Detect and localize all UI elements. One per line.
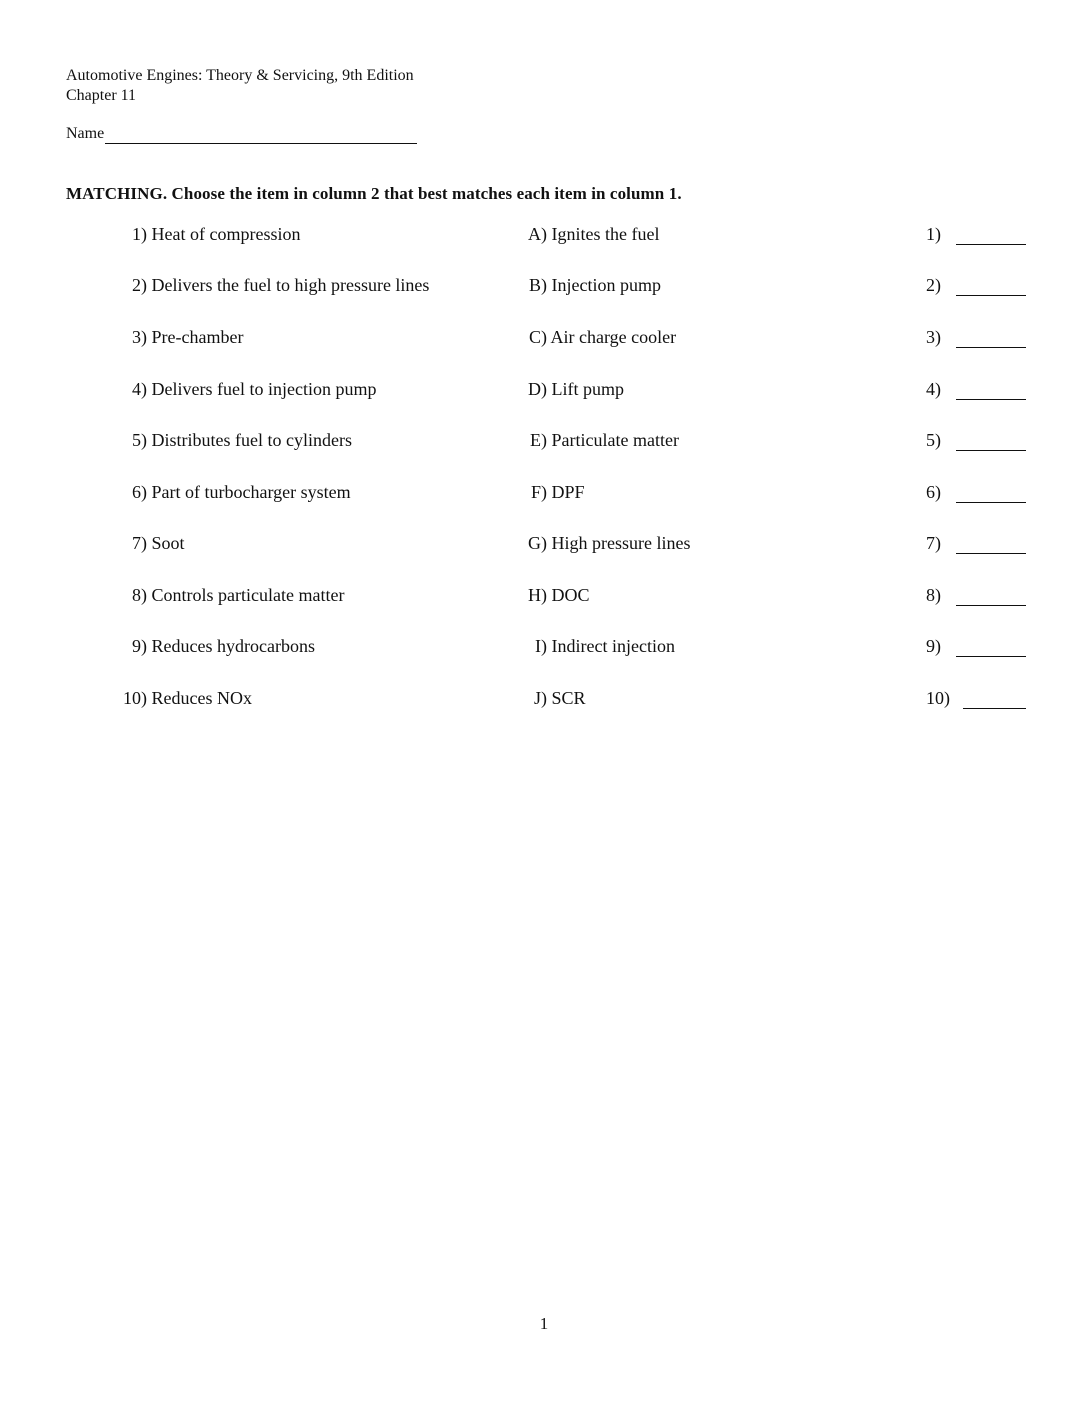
term [118, 633, 498, 659]
match-row-4 [0, 376, 1088, 402]
choice-letter: E) [530, 430, 547, 450]
answer [926, 582, 1026, 608]
term-number: 3) [132, 327, 147, 347]
term-text: Delivers fuel to injection pump [151, 379, 377, 399]
choice-text: Indirect injection [551, 636, 675, 656]
answer [926, 427, 1026, 453]
answer [926, 530, 1026, 556]
answer [926, 272, 1026, 298]
choice [512, 633, 912, 659]
match-row-7 [0, 530, 1088, 556]
term-number: 5) [132, 430, 147, 450]
term-number: 2) [132, 275, 147, 295]
term-number: 6) [132, 482, 147, 502]
answer-label: 8) [926, 585, 941, 605]
name-label: Name [66, 125, 105, 142]
answer-label: 6) [926, 482, 941, 502]
choice-text: Ignites the fuel [551, 224, 660, 244]
answer-label: 5) [926, 430, 941, 450]
term-number: 1) [132, 224, 147, 244]
choice [512, 685, 912, 711]
choice [512, 221, 912, 247]
answer-blank[interactable] [956, 295, 1026, 296]
term [118, 221, 498, 247]
header-title: Automotive Engines: Theory & Servicing, 9th Edition [66, 67, 414, 84]
answer [926, 221, 1026, 247]
term [118, 685, 498, 711]
answer-label: 2) [926, 275, 941, 295]
choice-letter: B) [529, 275, 547, 295]
answer-blank[interactable] [956, 605, 1026, 606]
term-number: 8) [132, 585, 147, 605]
choice-text: Air charge cooler [550, 327, 677, 347]
choice-text: DPF [551, 482, 585, 502]
term-number: 4) [132, 379, 147, 399]
term [118, 376, 498, 402]
term-text: Part of turbocharger system [151, 482, 351, 502]
choice-text: Particulate matter [551, 430, 679, 450]
match-row-1 [0, 221, 1088, 247]
term [118, 324, 498, 350]
term-number: 7) [132, 533, 147, 553]
term-number: 9) [132, 636, 147, 656]
choice [512, 582, 912, 608]
match-row-9 [0, 633, 1088, 659]
choice-text: Lift pump [551, 379, 624, 399]
answer-blank[interactable] [956, 399, 1026, 400]
term-text: Pre-chamber [151, 327, 244, 347]
choice-text: High pressure lines [551, 533, 691, 553]
answer-blank[interactable] [956, 553, 1026, 554]
term [118, 582, 498, 608]
answer-label: 4) [926, 379, 941, 399]
match-row-10 [0, 685, 1088, 711]
choice-letter: G) [528, 533, 547, 553]
term-text: Reduces hydrocarbons [151, 636, 315, 656]
page-number: 1 [539, 1314, 549, 1333]
term [118, 427, 498, 453]
answer [926, 633, 1026, 659]
term-text: Distributes fuel to cylinders [151, 430, 352, 450]
choice-letter: D) [528, 379, 547, 399]
answer-blank[interactable] [956, 656, 1026, 657]
choice-letter: I) [535, 636, 547, 656]
term-text: Delivers the fuel to high pressure lines [151, 275, 430, 295]
answer-label: 1) [926, 224, 941, 244]
instructions: MATCHING. Choose the item in column 2 that best matches each item in column 1. [66, 184, 682, 203]
term [118, 530, 498, 556]
answer-blank[interactable] [956, 450, 1026, 451]
choice [512, 324, 912, 350]
choice [512, 376, 912, 402]
name-row [66, 124, 417, 144]
term-text: Controls particulate matter [151, 585, 345, 605]
match-row-5 [0, 427, 1088, 453]
answer [926, 324, 1026, 350]
answer [926, 685, 1026, 711]
term-text: Heat of compression [151, 224, 301, 244]
term-text: Reduces NOx [151, 688, 252, 708]
choice [512, 479, 912, 505]
choice-letter: F) [530, 482, 547, 502]
answer-blank[interactable] [956, 502, 1026, 503]
choice [512, 272, 912, 298]
choice-letter: C) [529, 327, 547, 347]
header-chapter: Chapter 11 [66, 87, 137, 104]
choice-letter: H) [528, 585, 547, 605]
choice-text: SCR [551, 688, 586, 708]
match-row-2 [0, 272, 1088, 298]
answer-label: 10) [926, 688, 950, 708]
answer-blank[interactable] [956, 244, 1026, 245]
answer-label: 7) [926, 533, 941, 553]
term-number: 10) [123, 688, 147, 708]
answer-blank[interactable] [963, 708, 1026, 709]
choice-text: Injection pump [551, 275, 661, 295]
choice-letter: A) [528, 224, 547, 244]
match-row-3 [0, 324, 1088, 350]
match-row-8 [0, 582, 1088, 608]
answer-label: 3) [926, 327, 941, 347]
choice [512, 427, 912, 453]
name-field[interactable] [105, 127, 417, 144]
term [118, 479, 498, 505]
choice [512, 530, 912, 556]
answer [926, 376, 1026, 402]
term-text: Soot [151, 533, 185, 553]
choice-text: DOC [551, 585, 590, 605]
answer [926, 479, 1026, 505]
answer-label: 9) [926, 636, 941, 656]
answer-blank[interactable] [956, 347, 1026, 348]
choice-letter: J) [534, 688, 547, 708]
match-row-6 [0, 479, 1088, 505]
term [118, 272, 498, 298]
